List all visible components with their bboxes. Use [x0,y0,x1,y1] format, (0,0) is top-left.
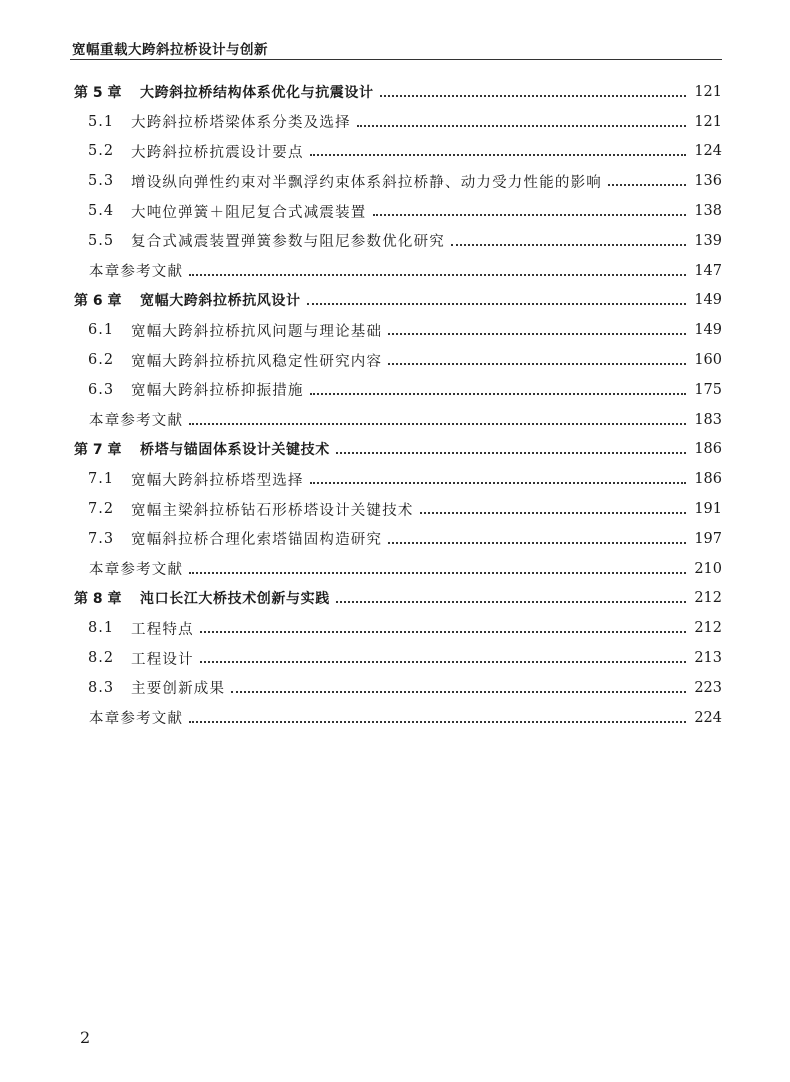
dot-leader [231,691,686,693]
toc-entry-title: 大跨斜拉桥抗震设计要点 [131,144,304,161]
toc-entry-chapter [72,286,722,316]
toc-entry-chapter [72,435,722,465]
toc-entry-page: 175 [694,381,722,398]
toc-entry-title: 本章参考文献 [89,264,184,281]
toc-entry-page: 186 [694,471,722,488]
toc-entry-section [72,494,722,524]
toc-entry-chapter [72,584,722,614]
dot-leader [310,393,686,395]
toc-entry-section [72,166,722,196]
dot-leader [310,154,686,156]
toc-entry-section [72,643,722,673]
toc-entry-number: 7.3 [88,530,115,547]
toc-entry-page: 183 [694,411,722,428]
toc-entry-section [72,137,722,167]
toc-entry-page: 210 [694,560,722,577]
toc-entry-page: 138 [694,203,722,220]
dot-leader [388,363,686,365]
toc-entry-section [72,226,722,256]
toc-entry-title: 增设纵向弹性约束对半飘浮约束体系斜拉桥静、动力受力性能的影响 [131,174,602,191]
toc-entry-page: 160 [694,352,722,369]
toc-entry-ref [72,405,722,435]
toc-entry-ref [72,554,722,584]
toc-entry-number: 第 8 章 [74,591,122,608]
dot-leader [420,512,686,514]
toc-entry-number: 第 6 章 [74,293,122,310]
toc-entry-page: 149 [694,292,722,309]
toc-entry-number: 8.1 [88,620,115,637]
toc-entry-page: 213 [694,650,722,667]
dot-leader [388,542,686,544]
toc-entry-title: 宽幅大跨斜拉桥抑振措施 [131,383,304,400]
toc-entry-number: 8.2 [88,650,115,667]
toc-entry-number: 6.2 [88,352,115,369]
dot-leader [451,244,686,246]
dot-leader [380,95,686,97]
toc-entry-title: 宽幅主梁斜拉桥钻石形桥塔设计关键技术 [131,502,414,519]
toc-entry-page: 121 [694,113,722,130]
toc-entry-number: 7.2 [88,501,115,518]
toc-entry-section [72,107,722,137]
toc-entry-title: 本章参考文献 [89,413,184,430]
running-header [70,38,722,62]
toc-entry-section [72,345,722,375]
dot-leader [608,184,686,186]
dot-leader [357,125,686,127]
toc-entry-page: 147 [694,262,722,279]
toc-entry-title: 工程特点 [131,621,194,638]
toc-entry-page: 139 [694,232,722,249]
toc-entry-title: 大跨斜拉桥塔梁体系分类及选择 [131,115,351,132]
toc-entry-page: 197 [694,530,722,547]
toc-entry-page: 136 [694,173,722,190]
dot-leader [189,423,686,425]
toc-entry-page: 186 [694,441,722,458]
toc-entry-section [72,613,722,643]
dot-leader [336,452,686,454]
header-rule [70,59,722,60]
dot-leader [200,631,686,633]
toc-entry-number: 5.2 [88,143,115,160]
dot-leader [373,214,687,216]
toc-entry-number: 5.1 [88,113,115,130]
toc-entry-number: 6.3 [88,381,115,398]
toc-entry-section [72,673,722,703]
toc-entry-page: 223 [694,679,722,696]
table-of-contents [72,77,722,733]
toc-entry-number: 第 5 章 [74,84,122,101]
toc-entry-title: 宽幅大跨斜拉桥抗风设计 [140,293,301,310]
toc-entry-section [72,464,722,494]
dot-leader [200,661,686,663]
toc-entry-title: 宽幅大跨斜拉桥抗风稳定性研究内容 [131,353,383,370]
toc-entry-title: 本章参考文献 [89,711,184,728]
toc-entry-title: 沌口长江大桥技术创新与实践 [140,591,330,608]
book-title: 宽幅重载大跨斜拉桥设计与创新 [72,42,268,58]
dot-leader [310,482,686,484]
toc-entry-title: 宽幅大跨斜拉桥塔型选择 [131,472,304,489]
toc-entry-title: 桥塔与锚固体系设计关键技术 [140,442,330,459]
toc-entry-title: 宽幅大跨斜拉桥抗风问题与理论基础 [131,323,383,340]
toc-entry-page: 149 [694,322,722,339]
toc-entry-section [72,196,722,226]
toc-entry-page: 191 [694,501,722,518]
toc-entry-ref [72,256,722,286]
dot-leader [189,572,686,574]
toc-entry-page: 121 [694,83,722,100]
dot-leader [307,303,686,305]
dot-leader [388,333,686,335]
toc-entry-title: 工程设计 [131,651,194,668]
toc-entry-page: 212 [694,620,722,637]
toc-entry-page: 224 [694,709,722,726]
toc-entry-title: 本章参考文献 [89,562,184,579]
toc-entry-number: 5.5 [88,232,115,249]
toc-entry-page: 212 [694,590,722,607]
toc-entry-page: 124 [694,143,722,160]
toc-entry-title: 主要创新成果 [131,681,226,698]
toc-entry-section [72,375,722,405]
toc-entry-number: 8.3 [88,679,115,696]
toc-entry-title: 复合式减震装置弹簧参数与阻尼参数优化研究 [131,234,445,251]
toc-entry-title: 宽幅斜拉桥合理化索塔锚固构造研究 [131,532,383,549]
toc-entry-chapter [72,77,722,107]
toc-entry-section [72,315,722,345]
toc-entry-title: 大吨位弹簧＋阻尼复合式减震装置 [131,204,367,221]
toc-entry-title: 大跨斜拉桥结构体系优化与抗震设计 [140,84,374,101]
dot-leader [189,721,686,723]
dot-leader [189,274,686,276]
toc-entry-number: 6.1 [88,322,115,339]
dot-leader [336,601,686,603]
toc-entry-number: 7.1 [88,471,115,488]
toc-entry-number: 5.3 [88,173,115,190]
toc-entry-ref [72,703,722,733]
toc-entry-number: 第 7 章 [74,442,122,459]
page-number: 2 [80,1028,91,1047]
toc-entry-section [72,524,722,554]
toc-entry-number: 5.4 [88,203,115,220]
